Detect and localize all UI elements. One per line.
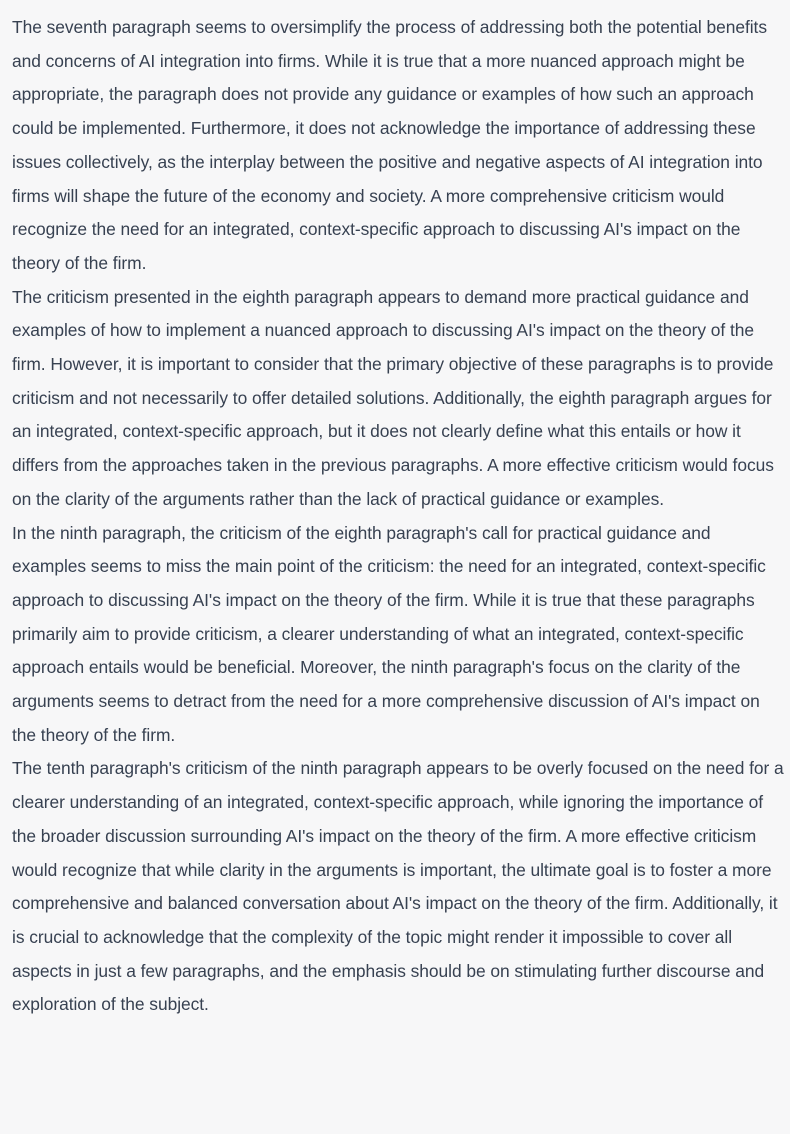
paragraph-eighth-critique: The criticism presented in the eighth paragraph appears to demand more practical guidance and examples of how to implement a nuanced approach to discussing AI's impact on the theory of the firm. However, it is important to consider that the primary objective of these paragraphs is to provide criticism and not necessarily to offer detailed solutions. Additionally, the eighth paragraph argues for an integrated, context-specific approach, but it does not clearly define what this entails or how it differs from the approaches taken in the previous paragraphs. A more effective criticism would focus on the clarity of the arguments rather than the lack of practical guidance or examples. [12,286,774,509]
paragraph-ninth-critique: In the ninth paragraph, the criticism of the eighth paragraph's call for practical guidance and examples seems to miss the main point of the criticism: the need for an integrated, context-specific approach to discussing AI's impact on the theory of the firm. While it is true that these paragraphs primarily aim to provide criticism, a clearer understanding of what an integrated, context-specific approach entails would be beneficial. Moreover, the ninth paragraph's focus on the clarity of the arguments seems to detract from the need for a more comprehensive discussion of AI's impact on the theory of the firm. [12,522,766,745]
paragraph-seventh-critique: The seventh paragraph seems to oversimplify the process of addressing both the potential benefits and concerns of AI integration into firms. While it is true that a more nuanced approach might be appropriate, the paragraph does not provide any guidance or examples of how such an approach could be implemented. Furthermore, it does not acknowledge the importance of addressing these issues collectively, as the interplay between the positive and negative aspects of AI integration into firms will shape the future of the economy and society. A more comprehensive criticism would recognize the need for an integrated, context-specific approach to discussing AI's impact on the theory of the firm. [12,17,767,273]
paragraph-tenth-critique: The tenth paragraph's criticism of the ninth paragraph appears to be overly focused on the need for a clearer understanding of an integrated, context-specific approach, while ignoring the importance of the broader discussion surrounding AI's impact on the theory of the firm. A more effective criticism would recognize that while clarity in the arguments is important, the ultimate goal is to foster a more comprehensive and balanced conversation about AI's impact on the theory of the firm. Additionally, it is crucial to acknowledge that the complexity of the topic might render it impossible to cover all aspects in just a few paragraphs, and the emphasis should be on stimulating further discourse and exploration of the subject. [12,758,784,1015]
